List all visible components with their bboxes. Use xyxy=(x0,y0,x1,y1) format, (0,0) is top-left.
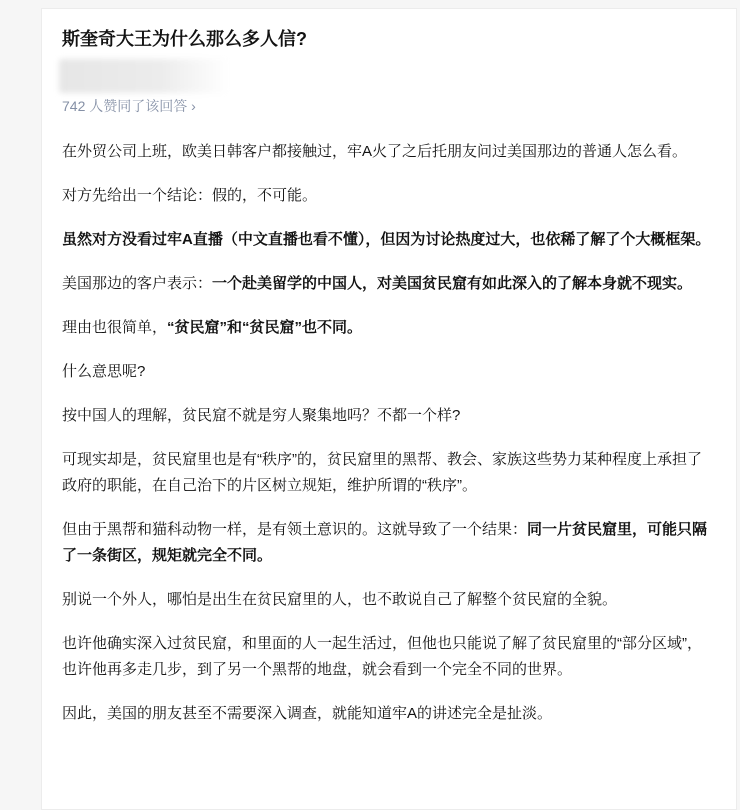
answer-paragraph xyxy=(62,139,714,165)
paragraph-text: 可现实却是，贫民窟里也是有“秩序”的，贫民窟里的黑帮、教会、家族这些势力某种程度上承担了政府的职能，在自己治下的片区树立规矩，维护所谓的“秩序”。 xyxy=(62,451,702,494)
paragraph-text: 按中国人的理解，贫民窟不就是穷人聚集地吗？不都一个样? xyxy=(62,407,461,424)
answer-paragraph xyxy=(62,359,714,385)
answer-paragraph xyxy=(62,587,714,613)
author-info-blurred xyxy=(59,59,229,93)
answer-paragraph xyxy=(62,403,714,429)
paragraph-text: 但由于黑帮和猫科动物一样，是有领土意识的。这就导致了一个结果： xyxy=(62,521,528,538)
vote-count-text: 742 人赞同了该回答 xyxy=(62,98,188,114)
paragraph-text: 美国那边的客户表示： xyxy=(62,275,213,292)
answer-paragraph xyxy=(62,227,714,253)
bold-text: 虽然对方没看过牢A直播（中文直播也看不懂），但因为讨论热度过大，也依稀了解了个大概框架。 xyxy=(62,231,711,248)
answer-paragraph xyxy=(62,271,714,297)
bold-text: 同一片贫民窟里，可能只隔了一条街区，规矩就完全不同。 xyxy=(62,521,708,564)
answer-paragraph xyxy=(62,183,714,209)
answer-paragraph xyxy=(62,517,714,569)
question-title[interactable]: 斯奎奇大王为什么那么多人信? xyxy=(62,29,307,49)
paragraph-text: 什么意思呢? xyxy=(62,363,146,380)
paragraph-text: 在外贸公司上班，欧美日韩客户都接触过，牢A火了之后托朋友问过美国那边的普通人怎么看。 xyxy=(62,143,688,160)
paragraph-text: 别说一个外人，哪怕是出生在贫民窟里的人，也不敢说自己了解整个贫民窟的全貌。 xyxy=(62,591,618,608)
answer-paragraph xyxy=(62,701,714,727)
vote-count-link[interactable] xyxy=(62,96,196,116)
chevron-right-icon: › xyxy=(191,98,196,114)
bold-text: 一个赴美留学的中国人，对美国贫民窟有如此深入的了解本身就不现实。 xyxy=(212,275,693,292)
paragraph-text: 对方先给出一个结论：假的，不可能。 xyxy=(62,187,318,204)
paragraph-text: 因此，美国的朋友甚至不需要深入调查，就能知道牢A的讲述完全是扯淡。 xyxy=(62,705,553,722)
bold-text: “贫民窟”和“贫民窟”也不同。 xyxy=(167,319,363,336)
answer-paragraph xyxy=(62,631,714,683)
answer-card xyxy=(41,8,737,810)
paragraph-text: 理由也很简单， xyxy=(62,319,168,336)
answer-paragraph xyxy=(62,447,714,499)
answer-content xyxy=(62,139,714,745)
answer-paragraph xyxy=(62,315,714,341)
paragraph-text: 也许他确实深入过贫民窟，和里面的人一起生活过，但他也只能说了解了贫民窟里的“部分区域”，也许他再多走几步，到了另一个黑帮的地盘，就会看到一个完全不同的世界。 xyxy=(62,635,702,678)
